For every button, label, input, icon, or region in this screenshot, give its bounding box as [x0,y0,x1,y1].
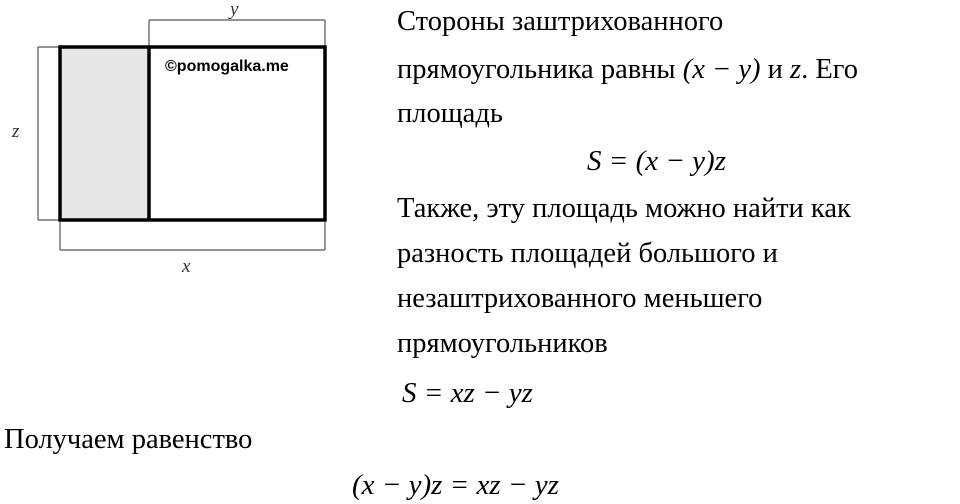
text-line-2-prefix: прямоугольника равны [397,54,683,85]
text-line-2-mid: и [760,54,790,85]
formula-equality: (x − y)z = xz − yz [352,469,559,501]
math-z: z [790,54,802,85]
watermark: ©pomogalka.me [165,58,289,75]
formula-area-2: S = xz − yz [402,377,533,409]
text-line-5: разность площадей большого и [397,238,778,269]
shaded-rectangle [60,47,149,220]
text-line-6: незаштрихованного меньшего [397,283,763,314]
text-line-8: Получаем равенство [4,424,253,455]
text-line-7: прямоугольников [397,328,608,359]
dimension-x [60,222,325,250]
text-line-4: Также, эту площадь можно найти как [397,193,851,224]
text-line-2 [397,54,858,86]
rectangle-diagram [0,0,360,290]
text-line-1: Стороны заштрихованного [397,6,724,37]
label-x: x [182,256,191,277]
label-z: z [12,121,20,142]
formula-area-1: S = (x − y)z [587,145,726,177]
math-x-minus-y: (x − y) [682,54,761,85]
text-line-3: площадь [397,98,503,129]
text-line-2-suffix: . Его [801,54,858,85]
label-y: y [230,0,239,20]
dimension-z [38,47,60,220]
dimension-y [149,20,325,46]
